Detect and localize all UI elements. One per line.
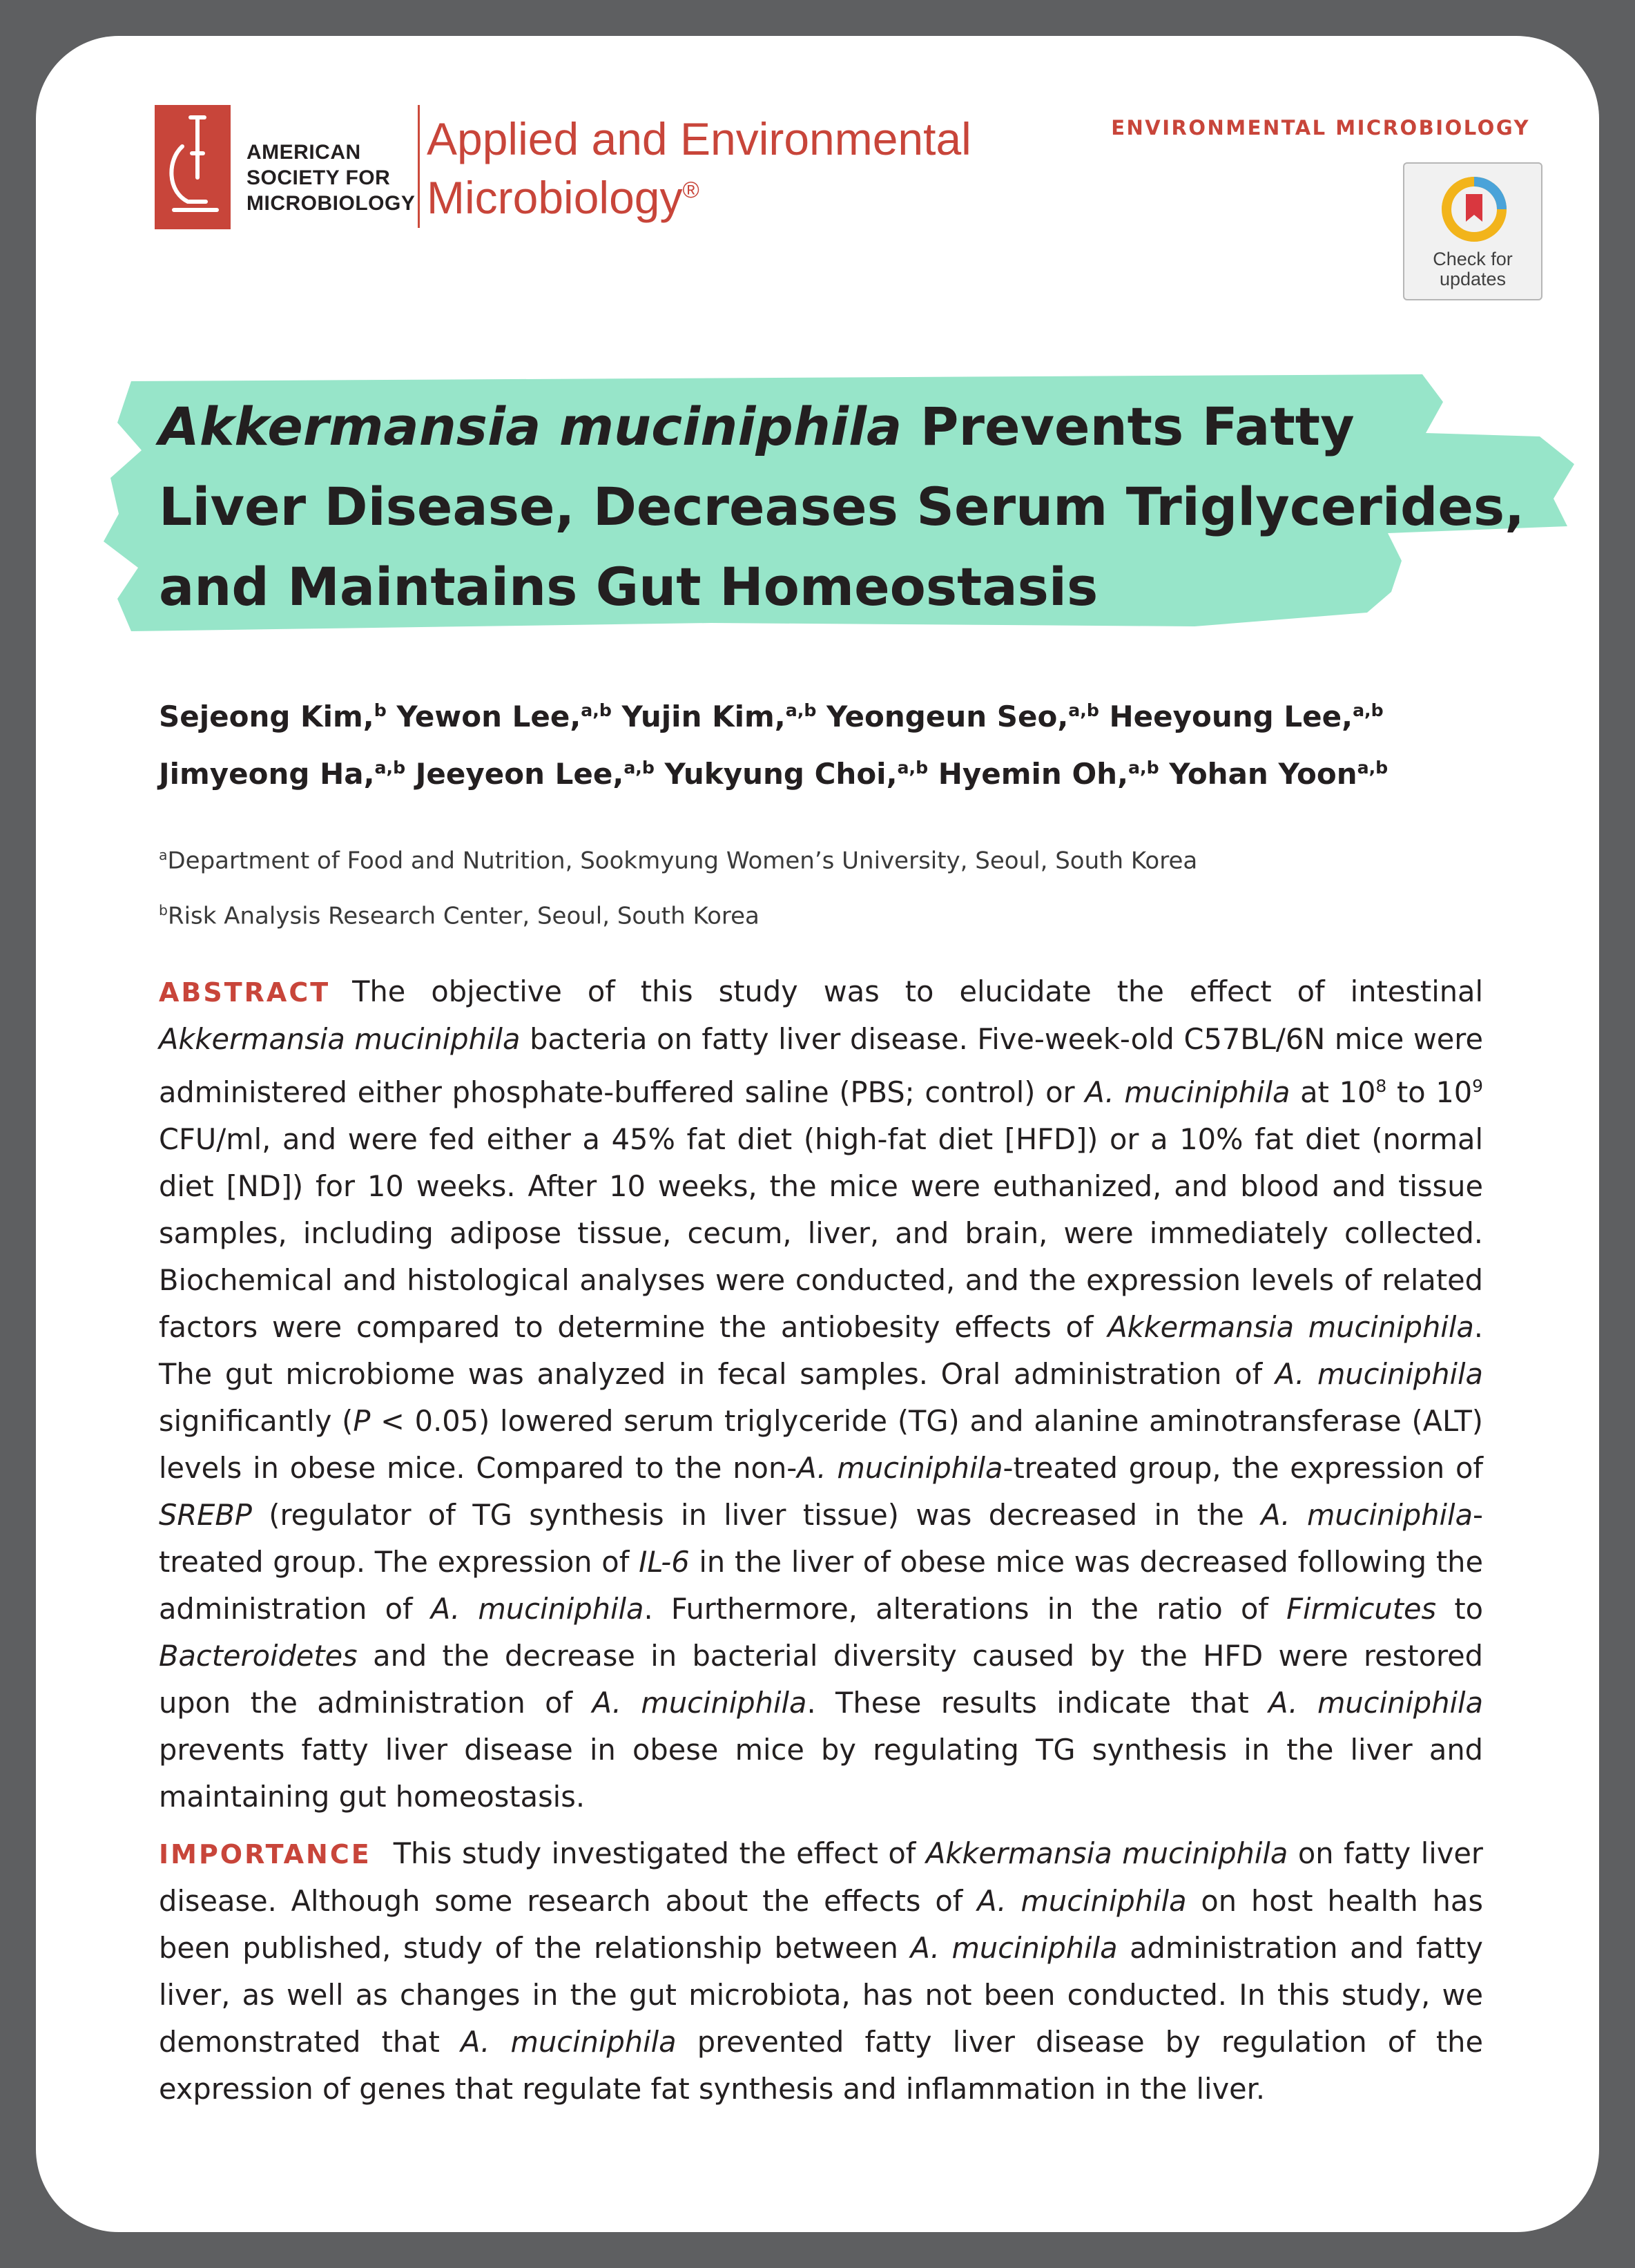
check-updates-line1: Check for [1433,249,1513,269]
affiliation-a: $^a$Department of Food and Nutrition, Sookmyung Women’s University, Seoul, South Korea [159,847,1198,875]
article-page [36,36,1599,2232]
author-affiliation-mark: a,b [897,758,929,778]
publisher-name: AMERICAN SOCIETY FOR MICROBIOLOGY [246,141,416,215]
author-affiliation-mark: a,b [623,758,655,778]
author-name: Yujin Kim, [611,700,786,733]
author-name: Yewon Lee, [386,700,581,733]
check-updates-line2: updates [1439,269,1507,289]
check-for-updates-button[interactable] [1403,162,1542,300]
section-label: ENVIRONMENTAL MICROBIOLOGY [1111,116,1530,140]
abstract-text: The objective of this study was to elucidate the effect of intestinal Akkermansia muciniphila bacteria on fatty liver disease. Five-week-old C57BL/6N mice were administered either phosphate-buffered saline (PBS; control) or A. muciniphila at $10^8$ to $10^9$ CFU/ml, and were fed either a 45% fat diet (high-fat diet [HFD]) or a 10% fat diet (normal diet [ND]) for 10 weeks. After 10 weeks, the mice were euthanized, and blood and tissue samples, including adipose tissue, cecum, liver, and brain, were immediately collected. Biochemical and histological analyses were conducted, and the expression levels of related factors were compared to determine the antiobesity effects of Akkermansia muciniphila. The gut microbiome was analyzed in fecal samples. Oral administration of A. muciniphila significantly (P < 0.05) lowered serum triglyceride (TG) and alanine aminotransferase (ALT) levels in obese mice. Compared to the non-A. muciniphila-treated group, the expression of SREBP (regulator of TG synthesis in liver tissue) was decreased in the A. muciniphila-treated group. The expression of IL-6 in the liver of obese mice was decreased following the administration of A. muciniphila. Furthermore, alterations in the ratio of Firmicutes to Bacteroidetes and the decrease in bacterial diversity caused by the HFD were restored upon the administration of A. muciniphila. These results indicate that A. muciniphila prevents fatty liver disease in obese mice by regulating TG synthesis in the liver and maintaining gut homeostasis. [159,974,1484,1814]
author-name: Sejeong Kim, [159,700,374,733]
abstract-paragraph [159,968,1483,1820]
author-affiliation-mark: b [374,700,387,720]
author-affiliation-mark: a,b [1357,758,1389,778]
microscope-icon [155,105,231,229]
author-affiliation-mark: a,b [581,700,612,720]
author-name: Heeyoung Lee, [1099,700,1353,733]
journal-name: Applied and Environmental Microbiology® [427,113,971,223]
author-list [159,685,1505,800]
importance-paragraph [159,1830,1483,2113]
importance-text: This study investigated the effect of Akkermansia muciniphila on fatty liver disease. Although some research about the effects of A. muciniphila on host health has been published, study of the relationship between A. muciniphila administration and fatty liver, as well as changes in the gut microbiota, has not been conducted. In this study, we demonstrated that A. muciniphila prevented fatty liver disease by regulation of the expression of genes that regulate fat synthesis and inflammation in the liver. [159,1836,1483,2106]
author-name: Jeeyeon Lee, [405,757,624,791]
author-name: Hyemin Oh, [928,757,1129,791]
article-title: Akkermansia muciniphila Prevents Fatty Liver Disease, Decreases Serum Triglycerides, and Maintains Gut Homeostasis [159,396,1525,617]
author-name: Jimyeong Ha, [159,757,375,791]
affiliation-list [159,830,1197,941]
author-name: Yohan Yoon [1159,757,1357,791]
author-affiliation-mark: a,b [1353,700,1384,720]
article-body [159,968,1483,2113]
importance-label: IMPORTANCE [159,1838,371,1870]
affiliation-b: $^b$Risk Analysis Research Center, Seoul, South Korea [159,902,760,930]
author-name: Yukyung Choi, [654,757,898,791]
author-name: Yeongeun Seo, [816,700,1069,733]
author-affiliation-mark: a,b [374,758,406,778]
abstract-label: ABSTRACT [159,977,331,1008]
crossmark-icon [1438,173,1510,245]
author-affiliation-mark: a,b [1068,700,1099,720]
author-affiliation-mark: a,b [785,700,817,720]
author-affiliation-mark: a,b [1128,758,1159,778]
logo-divider [418,105,420,228]
